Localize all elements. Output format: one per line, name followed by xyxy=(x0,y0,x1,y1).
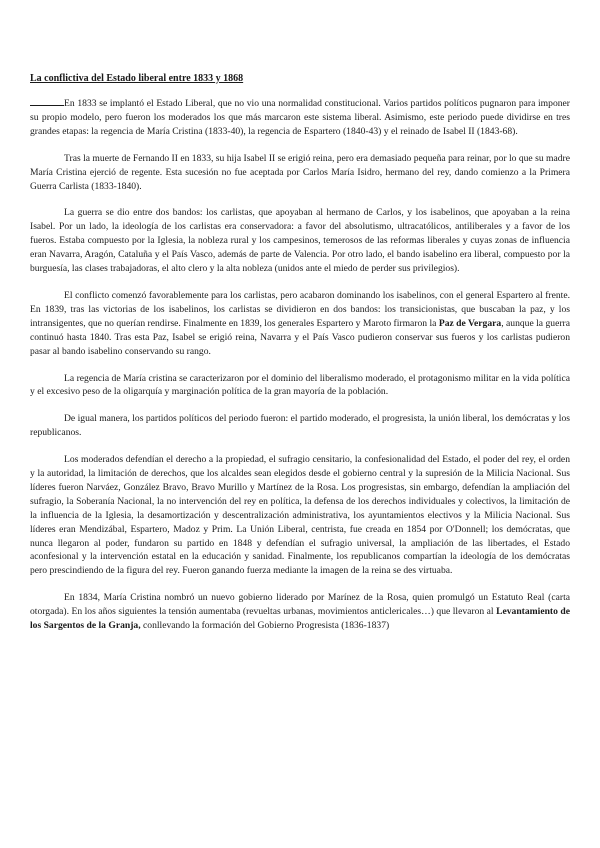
paragraph-1: En 1833 se implantó el Estado Liberal, que no vio una normalidad constitucional. Varios partidos políticos pugnaron para imponer su propio modelo, pero fueron los moderados los que más marcaron este sistema liberal. Asimismo, este periodo puede dividirse en tres grandes etapas: la regencia de María Cristina (1833-40), la regencia de Espartero (1840-43) y el reinado de Isabel II (1843-68). xyxy=(30,98,570,137)
paragraph-6: De igual manera, los partidos políticos del periodo fueron: el partido moderado, el progresista, la unión liberal, los demócratas y los republicanos. xyxy=(30,413,570,439)
paragraph-2: Tras la muerte de Fernando II en 1833, su hija Isabel II se erigió reina, pero era demasiado pequeña para reinar, por lo que su madre María Cristina ejerció de regente. Esta sucesión no fue aceptada por Carlos María Isidro, hermano del rey, dando comienzo a la Primera Guerra Carlista (1833-1840). xyxy=(30,152,570,192)
bold-paz-de-vergara: Paz de Vergara xyxy=(438,317,502,329)
paragraph-3: La guerra se dio entre dos bandos: los carlistas, que apoyaban al hermano de Carlos, y los isabelinos, que apoyaban a la reina Isabel. Por un lado, la ideología de los carlistas era conservadora: a favor del absolutismo, ultracatólicos, antiliberales y a favor de los fueros. Estaba compuesto por la Iglesia, la nobleza rural y los campesinos, temerosos de las reformas liberales y cuyas zonas de influencia eran Navarra, Aragón, Cataluña y el País Vasco, además de parte de Valencia. Por otro lado, el bando isabelino era liberal, compuesto por la burguesía, las clases trabajadoras, el alto clero y la alta nobleza (unidos ante el miedo de perder sus privilegios). xyxy=(30,207,570,275)
paragraph-8: En 1834, María Cristina nombró un nuevo gobierno liderado por Marínez de la Rosa, quien promulgó un Estatuto Real (carta otorgada). En los años siguientes la tensión aumentaba (revueltas urbanas, movimientos anticlericales…) que llevaron al Levantamiento de los Sargentos de la Granja, conllevando la formación del Gobierno Progresista (1836-1837) xyxy=(30,592,570,632)
bold-levantamiento: Levantamiento de los Sargentos de la Granja, xyxy=(30,606,570,632)
paragraph-5: La regencia de María cristina se caracterizaron por el dominio del liberalismo moderado, el protagonismo militar en la vida política y el excesivo peso de la oligarquía y marginación política de la gran mayoría de la población. xyxy=(30,372,570,398)
document-title: La conflictiva del Estado liberal entre 1833 y 1868 xyxy=(30,73,244,84)
paragraph-4: El conflicto comenzó favorablemente para los carlistas, pero acabaron dominando los isabelinos, con el general Espartero al frente. En 1839, tras las victorias de los isabelinos, los carlistas se dividieron en dos bandos: los transicionistas, que buscaban la paz, y los intransigentes, que no querían rendirse. Finalmente en 1839, los generales Espartero y Maroto firmaron la Paz de Vergara, aunque la guerra continuó hasta 1840. Tras esta Paz, Isabel se erigió reina, Navarra y el País Vasco pudieron conservar sus fueros y los carlistas pudieron pasar al bando isabelino conservando su rango. xyxy=(30,289,570,357)
blank-underline xyxy=(30,96,64,106)
paragraph-7: Los moderados defendían el derecho a la propiedad, el sufragio censitario, la confesionalidad del Estado, el poder del rey, el orden y la autoridad, la limitación de derechos, que los alcaldes sean elegidos desde el gobierno central y la supresión de la Milicia Nacional. Sus líderes fueron Narváez, González Bravo, Bravo Murillo y Martínez de la Rosa. Los progresistas, sin embargo, defendían la ampliación del sufragio, la Soberanía Nacional, la no intervención del rey en política, la defensa de los derechos individuales y colectivos, la limitación de la influencia de la Iglesia, la desamortización y descentralización administrativa, los ayuntamientos electivos y la Milicia Nacional. Sus líderes eran Mendizábal, Espartero, Madoz y Prim. La Unión Liberal, centrista, fue creada en 1854 por O'Donnell; los demócratas, que nunca llegaron al poder, fundaron su partido en 1848 y defendían el sufragio universal, la ampliación de las libertades, el Estado aconfesional y la intervención estatal en la educación y sanidad. Finalmente, los republicanos compartían la ideología de los demócratas pero prescindiendo de la figura del rey. Fueron ganando fuerza mediante la imagen de la reina se des virtuaba. xyxy=(30,454,570,577)
